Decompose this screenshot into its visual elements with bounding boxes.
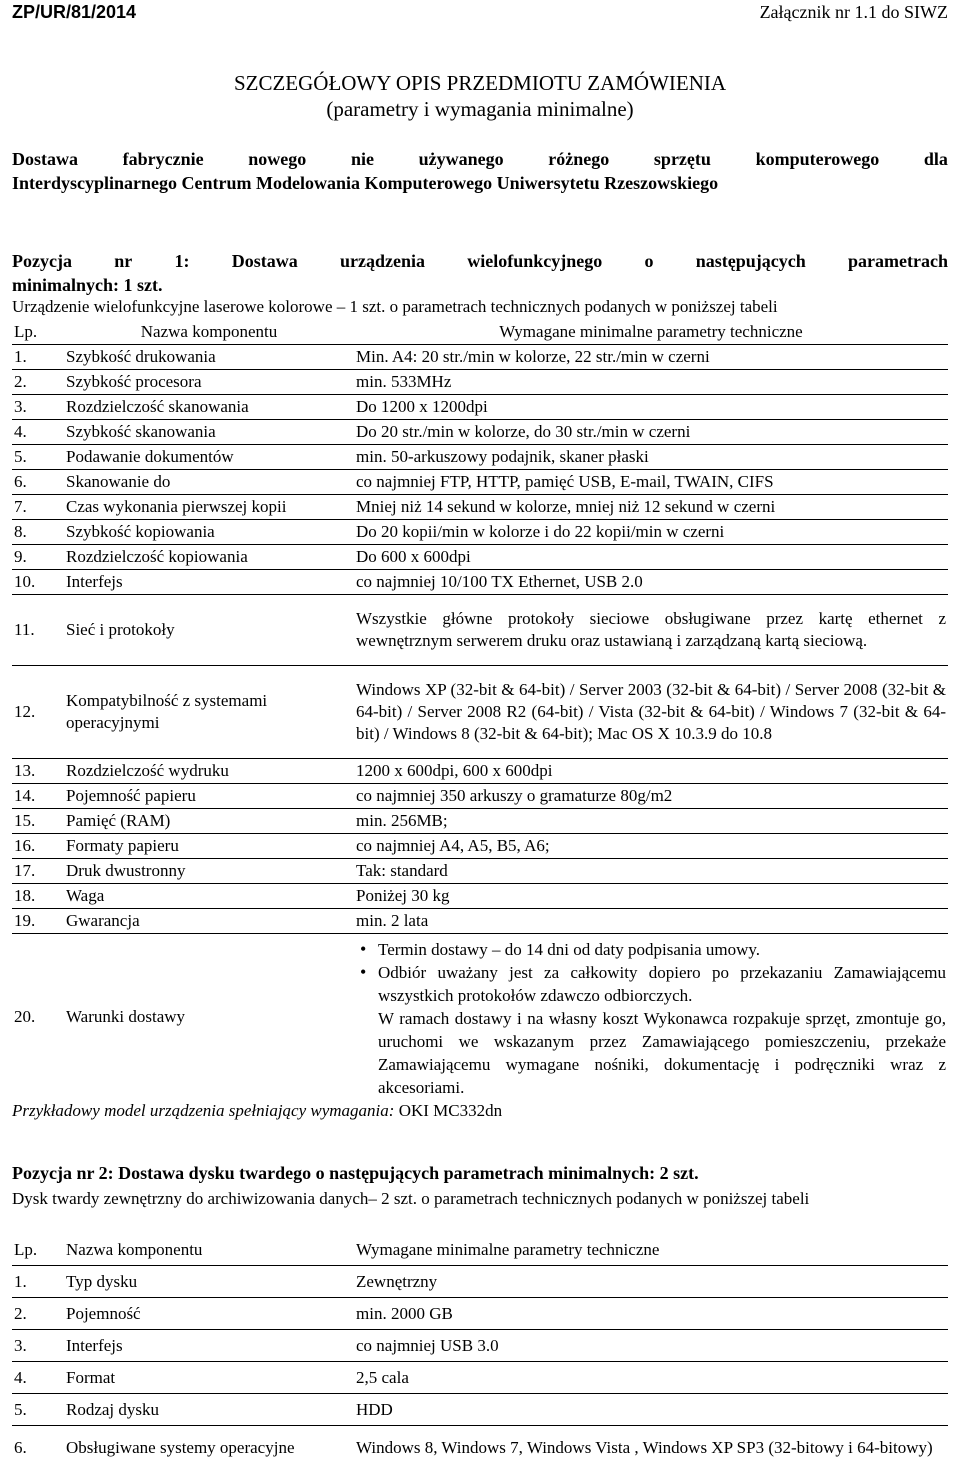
table-row bbox=[12, 545, 948, 570]
cell-lp: 16. bbox=[12, 834, 64, 859]
cell-name: Interfejs bbox=[64, 570, 354, 595]
cell-name: Rozdzielczość kopiowania bbox=[64, 545, 354, 570]
cell-value: 1200 x 600dpi, 600 x 600dpi bbox=[354, 759, 948, 784]
header-name: Nazwa komponentu bbox=[64, 320, 354, 345]
table-row bbox=[12, 934, 948, 1100]
table-row bbox=[12, 495, 948, 520]
header-value: Wymagane minimalne parametry techniczne bbox=[354, 320, 948, 345]
table-row bbox=[12, 1362, 948, 1394]
cell-name: Typ dysku bbox=[64, 1266, 354, 1298]
cell-name: Formaty papieru bbox=[64, 834, 354, 859]
table-row bbox=[12, 570, 948, 595]
cell-name: Pamięć (RAM) bbox=[64, 809, 354, 834]
intro-word: używanego bbox=[418, 149, 504, 169]
intro-word: nie bbox=[350, 149, 374, 169]
table-row bbox=[12, 909, 948, 934]
cell-lp: 15. bbox=[12, 809, 64, 834]
intro-word: sprzętu bbox=[653, 149, 711, 169]
cell-name: Szybkość drukowania bbox=[64, 345, 354, 370]
cell-lp: 9. bbox=[12, 545, 64, 570]
title-main: SZCZEGÓŁOWY OPIS PRZEDMIOTU ZAMÓWIENIA bbox=[233, 71, 727, 95]
cell-name: Waga bbox=[64, 884, 354, 909]
cell-lp: 12. bbox=[12, 666, 64, 759]
cell-lp: 14. bbox=[12, 784, 64, 809]
title-sub: (parametry i wymagania minimalne) bbox=[326, 97, 634, 121]
position-1-word: 1: bbox=[174, 251, 190, 271]
table-row bbox=[12, 345, 948, 370]
intro-word: komputerowego bbox=[755, 149, 880, 169]
cell-lp: 8. bbox=[12, 520, 64, 545]
table-row bbox=[12, 470, 948, 495]
cell-name: Warunki dostawy bbox=[66, 1006, 186, 1026]
cell-name: Druk dwustronny bbox=[64, 859, 354, 884]
cell-value: min. 2000 GB bbox=[354, 1298, 948, 1330]
cell-lp: 19. bbox=[12, 909, 64, 934]
example-label: Przykładowy model urządzenia spełniający wymagania: bbox=[12, 1101, 395, 1120]
cell-value bbox=[354, 934, 948, 1100]
document-title bbox=[12, 70, 948, 122]
position-1-word: wielofunkcyjnego bbox=[467, 251, 603, 271]
list-item: • Termin dostawy – do 14 dni od daty podpisania umowy. bbox=[378, 938, 946, 961]
position-1-heading bbox=[12, 249, 948, 297]
table-row bbox=[12, 370, 948, 395]
position-1-word: nr bbox=[114, 251, 133, 271]
table-row bbox=[12, 834, 948, 859]
cell-lp: 4. bbox=[12, 1362, 64, 1394]
cell-lp: 5. bbox=[12, 445, 64, 470]
cell-lp: 10. bbox=[12, 570, 64, 595]
cell-name: Format bbox=[64, 1362, 354, 1394]
cell-name: Pojemność bbox=[64, 1298, 354, 1330]
cell-lp: 3. bbox=[12, 395, 64, 420]
position-2-heading: Pozycja nr 2: Dostawa dysku twardego o następujących parametrach minimalnych: 2 szt. bbox=[12, 1163, 699, 1183]
table-row bbox=[12, 759, 948, 784]
header-lp: Lp. bbox=[12, 1234, 64, 1266]
cell-name: Sieć i protokoły bbox=[64, 595, 354, 666]
cell-value: min. 2 lata bbox=[354, 909, 948, 934]
position-1-word: parametrach bbox=[847, 251, 948, 271]
cell-lp: 7. bbox=[12, 495, 64, 520]
position-1-line-2: minimalnych: 1 szt. bbox=[12, 275, 163, 295]
cell-lp: 13. bbox=[12, 759, 64, 784]
cell-name: Szybkość procesora bbox=[64, 370, 354, 395]
position-1-word: urządzenia bbox=[339, 251, 425, 271]
cell-lp: 3. bbox=[12, 1330, 64, 1362]
cell-name: Czas wykonania pierwszej kopii bbox=[64, 495, 354, 520]
position-1-word: następujących bbox=[695, 251, 806, 271]
list-item: • Odbiór uważany jest za całkowity dopiero po przekazaniu Zamawiającemu wszystkich protokołów zdawczo odbiorczych. bbox=[378, 961, 946, 1007]
cell-name: Interfejs bbox=[64, 1330, 354, 1362]
example-model bbox=[12, 1101, 502, 1121]
case-number: ZP/UR/81/2014 bbox=[12, 2, 137, 22]
table-row bbox=[12, 595, 948, 666]
intro-line-2: Interdyscyplinarnego Centrum Modelowania Komputerowego Uniwersytetu Rzeszowskiego bbox=[12, 173, 719, 193]
cell-name: Pojemność papieru bbox=[64, 784, 354, 809]
intro-word: dla bbox=[923, 149, 948, 169]
header-value: Wymagane minimalne parametry techniczne bbox=[354, 1234, 948, 1266]
cell-lp: 6. bbox=[14, 1438, 27, 1457]
cell-lp: 20. bbox=[14, 1006, 36, 1026]
cell-value: min. 533MHz bbox=[354, 370, 948, 395]
intro-word: fabrycznie bbox=[122, 149, 204, 169]
table-row bbox=[12, 1298, 948, 1330]
cell-value: min. 50-arkuszowy podajnik, skaner płaski bbox=[354, 445, 948, 470]
position-2-subtitle: Dysk twardy zewnętrzny do archiwizowania danych– 2 szt. o parametrach technicznych podanych w poniższej tabeli bbox=[12, 1189, 810, 1208]
intro-paragraph bbox=[12, 147, 948, 195]
position-1-subtitle: Urządzenie wielofunkcyjne laserowe kolorowe – 1 szt. o parametrach technicznych podanych w poniższej tabeli bbox=[12, 297, 778, 316]
cell-lp: 6. bbox=[12, 470, 64, 495]
intro-word: Dostawa bbox=[12, 149, 78, 169]
cell-name: Gwarancja bbox=[64, 909, 354, 934]
cell-lp: 5. bbox=[12, 1394, 64, 1426]
cell-lp: 1. bbox=[12, 1266, 64, 1298]
cell-value: Windows XP (32-bit & 64-bit) / Server 2003 (32-bit & 64-bit) / Server 2008 (32-bit & 64-bit) / Server 2008 R2 (64-bit) / Vista (32-bit & 64-bit) / Windows 7 (32-bit & 64-bit) / Windows 8 (32-bit & 64-bit); Mac OS X 10.3.9 do 10.8 bbox=[354, 666, 948, 759]
table-row bbox=[12, 1330, 948, 1362]
example-value: OKI MC332dn bbox=[394, 1101, 503, 1120]
cell-name: Rodzaj dysku bbox=[64, 1394, 354, 1426]
cell-value: co najmniej 10/100 TX Ethernet, USB 2.0 bbox=[354, 570, 948, 595]
cell-value: Do 20 str./min w kolorze, do 30 str./min w czerni bbox=[354, 420, 948, 445]
header-lp: Lp. bbox=[12, 320, 64, 345]
cell-lp: 18. bbox=[12, 884, 64, 909]
cell-value: co najmniej A4, A5, B5, A6; bbox=[354, 834, 948, 859]
cell-name: Rozdzielczość skanowania bbox=[64, 395, 354, 420]
table-row bbox=[12, 859, 948, 884]
cell-lp: 2. bbox=[12, 1298, 64, 1330]
cell-value: Zewnętrzny bbox=[354, 1266, 948, 1298]
position-1-word: Dostawa bbox=[231, 251, 298, 271]
cell-value: Min. A4: 20 str./min w kolorze, 22 str./min w czerni bbox=[354, 345, 948, 370]
cell-lp: 2. bbox=[12, 370, 64, 395]
cell-name: Kompatybilność z systemami operacyjnymi bbox=[64, 666, 354, 759]
table-header-row bbox=[12, 1234, 948, 1266]
table-row bbox=[12, 784, 948, 809]
table-row bbox=[12, 445, 948, 470]
cell-lp: 4. bbox=[12, 420, 64, 445]
cell-name: Podawanie dokumentów bbox=[64, 445, 354, 470]
cell-value: 2,5 cala bbox=[354, 1362, 948, 1394]
cell-value: Wszystkie główne protokoły sieciowe obsługiwane przez kartę ethernet z wewnętrznym serwerem druku oraz ustawianą i zarządzaną kartą sieciową. bbox=[354, 595, 948, 666]
header-name: Nazwa komponentu bbox=[64, 1234, 354, 1266]
cell-value: co najmniej USB 3.0 bbox=[354, 1330, 948, 1362]
cell-value: min. 256MB; bbox=[354, 809, 948, 834]
cell-value: Mniej niż 14 sekund w kolorze, mniej niż 12 sekund w czerni bbox=[354, 495, 948, 520]
table-row bbox=[12, 1266, 948, 1298]
intro-line-1 bbox=[12, 147, 948, 171]
cell-name: Skanowanie do bbox=[64, 470, 354, 495]
document-header bbox=[12, 2, 948, 26]
delivery-conditions-list bbox=[356, 938, 946, 1099]
cell-value: HDD bbox=[354, 1394, 948, 1426]
cell-value: Poniżej 30 kg bbox=[354, 884, 948, 909]
attachment-label: Załącznik nr 1.1 do SIWZ bbox=[759, 2, 948, 22]
table-row bbox=[12, 809, 948, 834]
list-item: W ramach dostawy i na własny koszt Wykonawca rozpakuje sprzęt, zmontuje go, uruchomi we wskazanym przez Zamawiającego pomieszczeniu, przekaże Zamawiającemu wymagane nośniki, dokumentację i podręczniki wraz z akcesoriami. bbox=[378, 1009, 946, 1097]
table-row bbox=[12, 420, 948, 445]
position-1-line-1 bbox=[12, 249, 948, 273]
cell-value: Do 1200 x 1200dpi bbox=[354, 395, 948, 420]
cell-value: co najmniej FTP, HTTP, pamięć USB, E-mail, TWAIN, CIFS bbox=[354, 470, 948, 495]
cell-value: Do 20 kopii/min w kolorze i do 22 kopii/min w czerni bbox=[354, 520, 948, 545]
cell-lp: 11. bbox=[12, 595, 64, 666]
cell-lp: 1. bbox=[12, 345, 64, 370]
intro-word: nowego bbox=[248, 149, 307, 169]
table-row bbox=[12, 884, 948, 909]
cell-value: Windows 8, Windows 7, Windows Vista , Windows XP SP3 (32-bitowy i 64-bitowy) bbox=[356, 1438, 933, 1457]
cell-lp: 17. bbox=[12, 859, 64, 884]
position-1-word: o bbox=[644, 251, 654, 271]
cell-name: Szybkość kopiowania bbox=[64, 520, 354, 545]
position-2-table bbox=[12, 1234, 948, 1470]
position-1-word: Pozycja bbox=[12, 251, 72, 271]
intro-word: różnego bbox=[548, 149, 610, 169]
position-1-table bbox=[12, 320, 948, 1099]
table-row bbox=[12, 666, 948, 759]
cell-name: Obsługiwane systemy operacyjne bbox=[66, 1438, 295, 1457]
cell-value: Do 600 x 600dpi bbox=[354, 545, 948, 570]
cell-name: Rozdzielczość wydruku bbox=[64, 759, 354, 784]
table-row bbox=[12, 520, 948, 545]
cell-value: Tak: standard bbox=[354, 859, 948, 884]
table-row bbox=[12, 1426, 948, 1471]
table-row bbox=[12, 395, 948, 420]
cell-value: co najmniej 350 arkuszy o gramaturze 80g/m2 bbox=[354, 784, 948, 809]
table-row bbox=[12, 1394, 948, 1426]
table-header-row bbox=[12, 320, 948, 345]
cell-name: Szybkość skanowania bbox=[64, 420, 354, 445]
